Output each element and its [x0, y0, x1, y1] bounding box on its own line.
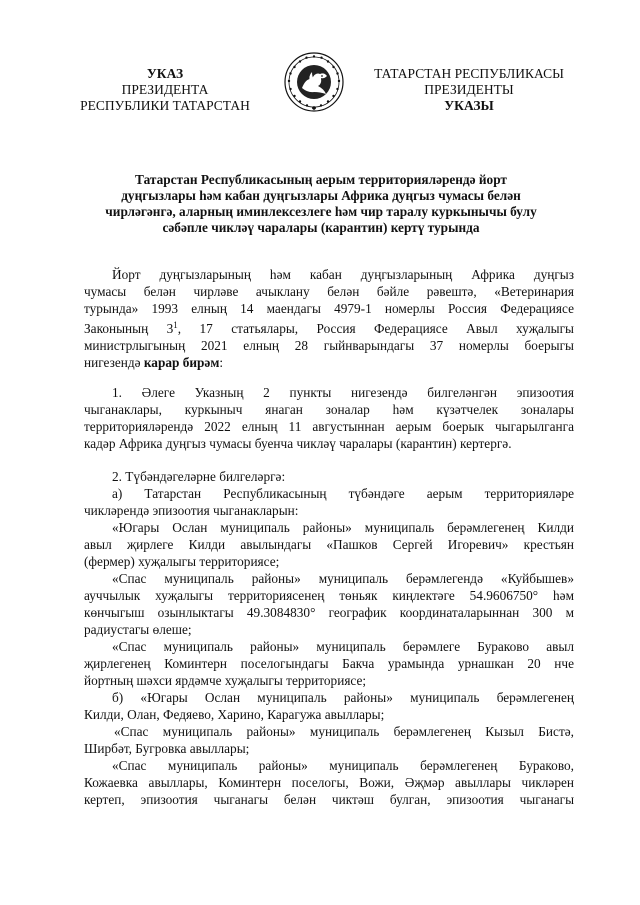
decree-colon: :: [219, 355, 224, 370]
superscript: 1: [173, 320, 178, 330]
title-line: Татарстан Республикасының аерым территорияләрендә йорт: [135, 172, 507, 187]
header-president-ru: ПРЕЗИДЕНТА: [121, 82, 209, 97]
paragraph-kyzyl-biste: [84, 723, 574, 757]
title-line: сәбәпле чикләү чаралары (карантин) кертү турында: [162, 220, 480, 235]
header-republic-tt: ТАТАРСТАН РЕСПУБЛИКАСЫ: [374, 66, 564, 81]
text-line: чыганаклары, куркыныч янаган зоналар һәм күзәтчелек зоналары: [84, 402, 574, 417]
item-2a-paragraph: [84, 485, 574, 519]
item-2-heading: [84, 468, 574, 485]
paragraph-kildi: [84, 519, 574, 570]
header-russian: [60, 66, 270, 114]
text-line: радиустагы өлеше;: [84, 622, 192, 637]
text-line: турында» 1993 елның 14 маендагы 4979-1 номерлы Россия Федерациясе: [84, 301, 574, 316]
text-line: а) Татарстан Республикасының түбәндәге аерым территорияләре: [112, 486, 574, 501]
text-line: Кожаевка авыллары, Коминтерн поселогы, Вожи, Әҗмәр авыллары чикләрен: [84, 775, 574, 790]
text-line: «Спас муниципаль районы» муниципаль берәмлегендә «Куйбышев»: [112, 571, 574, 586]
text-line: чикләрендә эпизоотия чыганакларын:: [84, 503, 299, 518]
paragraph-kuibyshev: [84, 570, 574, 638]
paragraph-burakovo: [84, 757, 574, 808]
text-line: Килди, Олан, Федяево, Харино, Карагужа авыллары;: [84, 707, 385, 722]
text-line: кертеп, эпизоотия чыганагы белән чиктәш булган, эпизоотия чыганагы: [84, 792, 574, 807]
text-line: «Спас муниципаль районы» муниципаль берәмлегенең Бураково,: [112, 758, 574, 773]
text-line: йортның шәхси ярдәмче хуҗалыгы территориясе;: [84, 673, 367, 688]
decree-lead: нигезендә: [84, 355, 144, 370]
item-2b-paragraph: [84, 689, 574, 723]
header-ukaz-tt: УКАЗЫ: [444, 98, 494, 113]
item-1-paragraph: [84, 384, 574, 452]
header-ukaz-ru: УКАЗ: [146, 66, 184, 81]
header-republic-ru: РЕСПУБЛИКИ ТАТАРСТАН: [80, 98, 250, 113]
text-line: көнчыгыш озынлыктагы 49.3084830° географик координаталарыннан 300 м: [84, 605, 574, 620]
text-line: кадәр Африка дуңгыз чумасы буенча чикләү чаралары (карантин) кертергә.: [84, 436, 512, 451]
text-line: б) «Югары Ослан муниципаль районы» муниципаль берәмлегенең: [112, 690, 574, 705]
text-line: «Югары Ослан муниципаль районы» муниципаль берәмлегенең Килди: [112, 520, 574, 535]
paragraph-komintern: [84, 638, 574, 689]
text-line: «Спас муниципаль районы» муниципаль берәмлеге Бураково авыл: [112, 639, 574, 654]
text-line: җирлегенең Коминтерн поселогындагы Бакча урамында урнашкан 20 нче: [84, 656, 574, 671]
decree-bold: карар бирәм: [143, 355, 220, 370]
preamble-paragraph: [84, 266, 574, 371]
document-title: [96, 172, 546, 236]
header-president-tt: ПРЕЗИДЕНТЫ: [424, 82, 514, 97]
text-line: территорияләрендә 2022 елның 11 августыннан аерым боерык чыгарылганга: [84, 419, 574, 434]
text-line: Йорт дуңгызларының һәм кабан дуңгызларының Африка дуңгыз: [112, 267, 574, 282]
text-line: [84, 354, 574, 371]
text-line: 2. Түбәндәгеләрне билгеләргә:: [112, 469, 286, 484]
text-line: [84, 317, 574, 337]
text-line: «Спас муниципаль районы» муниципаль берәмлегенең Кызыл Бистә,: [114, 724, 574, 739]
law-ref: Законының 3: [84, 321, 174, 336]
law-ref-rest: , 17 статьялары, Россия Федерациясе Авыл хуҗалыгы: [177, 321, 574, 336]
text-line: Ширбәт, Бугровка авыллары;: [84, 741, 250, 756]
text-line: авыл җирлеге Килди авылындагы «Пашков Сергей Игоревич» крестьян: [84, 537, 574, 552]
title-line: чирләгәнгә, аларның иминлексезлеге һәм чир таралу куркынычы булу: [105, 204, 537, 219]
text-line: министрлыгының 2021 елның 28 гыйнварындагы 37 номерлы боерыгы: [84, 338, 574, 353]
header-tatar: [358, 66, 580, 114]
text-line: ауччылык хуҗалыгы территориясенең төньяк киңлектәге 54.9606750° һәм: [84, 588, 574, 603]
tatarstan-emblem-icon: [284, 52, 344, 112]
text-line: (фермер) хуҗалыгы территориясе;: [84, 554, 280, 569]
title-line: дуңгызлары һәм кабан дуңгызлары Африка дуңгыз чумасы белән: [121, 188, 521, 203]
text-line: 1. Әлеге Указның 2 пункты нигезендә билгеләнгән эпизоотия: [112, 385, 574, 400]
text-line: чумасы белән чирләве ачыклану белән бәйле рәвештә, «Ветеринария: [84, 284, 574, 299]
